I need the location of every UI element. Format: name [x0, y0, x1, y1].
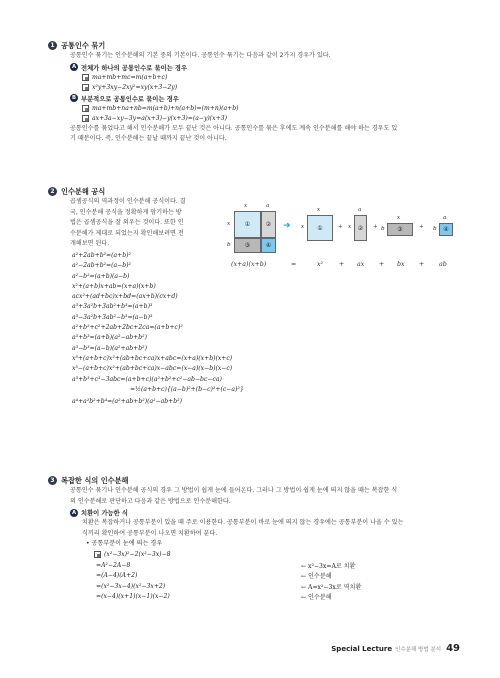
section-common-factor — [50, 40, 470, 145]
section-2-paragraph — [70, 197, 230, 250]
plus-sign: + — [373, 224, 378, 230]
bullet-item: • 공통부분이 눈에 띄는 경우 — [86, 540, 163, 548]
side-label-b: b — [227, 242, 231, 248]
section-1-title: 공통인수 묶기 — [61, 40, 106, 50]
term-ax: ax — [357, 261, 365, 268]
example-icon — [94, 551, 101, 558]
formula: a⁴+a²b²+b⁴=(a²+ab+b²)(a²−ab+b²) — [72, 398, 182, 406]
section-number-badge: 3 — [48, 476, 57, 485]
derivation-step — [96, 570, 470, 581]
page-footer — [331, 643, 460, 654]
plus-sign: + — [419, 261, 425, 268]
term-square-1: ① — [307, 215, 333, 241]
plus-sign: + — [339, 261, 345, 268]
step-expression: =A²−2A−8 — [96, 561, 131, 569]
formula-continued: =½(a+b+c){(a−b)²+(b−c)²+(c−a)²} — [130, 385, 244, 393]
example-icon — [82, 115, 89, 122]
step-note: ← 인수분해 — [301, 573, 332, 581]
subsection-a-heading — [70, 62, 470, 73]
derivation-step — [96, 591, 470, 602]
formula-list — [72, 251, 470, 407]
formula: x³+(a+b+c)x²+(ab+bc+ca)x+abc=(x+a)(x+b)(x+c) — [72, 354, 233, 362]
example-row — [82, 114, 470, 124]
area-model-diagram — [227, 203, 462, 271]
formula: a²+b²+c²+2ab+2bc+2ca=(a+b+c)² — [72, 324, 183, 332]
section-number-badge: 2 — [48, 187, 57, 196]
side-label-b: b — [381, 226, 385, 232]
example-icon — [82, 84, 89, 91]
side-label-b: b — [433, 226, 437, 232]
page-number: 49 — [446, 643, 460, 654]
derivation-step — [96, 581, 470, 592]
subsection-a-title: 전체가 하나의 공통인수로 묶이는 경우 — [81, 64, 188, 72]
section-complex-factoring — [50, 475, 470, 602]
paragraph-line: 법은 곱셈공식을 잘 외우는 것이다. 또한 인 — [70, 219, 184, 227]
section-1-heading — [50, 40, 470, 51]
section-1-note: 공통인수를 묶었다고 해서 인수분해가 모두 끝난 것은 아니다. 공통인수를 묶은 후에도 계속 인수분해를 해야 하는 경우도 있 — [70, 124, 398, 132]
term-square-3: ③ — [387, 223, 413, 236]
step-expression: =(x²−3x−4)(x²−3x+2) — [96, 582, 166, 590]
section-3-heading — [50, 475, 470, 486]
example-formula: x²y+3xy−2xy²=xy(x+3−2y) — [92, 84, 178, 92]
subsection-b-heading — [70, 93, 470, 104]
formula: x³−(a+b+c)x²+(ab+bc+ca)x−abc=(x−a)(x−b)(x−c) — [72, 365, 233, 373]
formula: x²+(a+b)x+ab=(x+a)(x+b) — [72, 282, 156, 290]
subsection-a-heading — [70, 507, 470, 518]
section-2-heading — [50, 186, 470, 197]
example-row — [82, 83, 470, 93]
formula: a³−b³=(a−b)(a²+ab+b²) — [72, 344, 147, 352]
section-3-paragraph: 공통인수 묶기나 인수분해 공식의 경우 그 방법이 쉽게 눈에 들어온다. 그러나 그 방법이 쉽게 눈에 띄지 않을 때는 복잡한 식 — [70, 487, 398, 494]
side-label-x: x — [348, 224, 352, 230]
example-icon — [82, 105, 89, 112]
example-formula: ma+mb+mc=m(a+b+c) — [92, 74, 168, 82]
step-note: ← A=x²−3x로 역치환 — [301, 583, 362, 591]
step-note: ← x²−3x=A로 치환 — [301, 562, 356, 570]
paragraph-line: 곱셈공식의 역과정이 인수분해 공식이다. 결 — [70, 198, 186, 205]
example-row — [82, 104, 470, 114]
term-square-4: ④ — [439, 223, 453, 236]
formula: a³+3a²b+3ab²+b³=(a+b)³ — [72, 303, 153, 311]
subsection-b-title: 부분적으로 공통인수로 묶이는 경우 — [81, 95, 179, 103]
step-expression: =(x−4)(x+1)(x−1)(x−2) — [96, 593, 170, 601]
term-square-2: ② — [354, 215, 367, 241]
area-square-1: ① — [234, 211, 261, 238]
term-bx: bx — [397, 261, 405, 268]
example-formula: (x²−3x)²−2(x²−3x)−8 — [104, 551, 171, 559]
example-row — [94, 550, 470, 560]
step-expression: =(A−4)(A+2) — [96, 572, 138, 580]
formula: acx²+(ad+bc)x+bd=(ax+b)(cx+d) — [72, 293, 178, 301]
section-1-note-cont: 기 때문이다. 즉, 인수분해는 끝날 때까지 끝난 것이 아니다. — [70, 135, 227, 143]
subsection-a-tag: A — [71, 64, 77, 71]
side-label-x: x — [301, 224, 305, 230]
plus-sign: + — [379, 261, 385, 268]
paragraph-line: 개해보면 된다. — [70, 240, 110, 248]
formula: a³+b³=(a+b)(a²−ab+b²) — [72, 334, 147, 342]
formula: a²−b²=(a+b)(a−b) — [72, 272, 130, 280]
section-1-intro: 공통인수 묶기는 인수분해의 기본 중의 기본이다. 공통인수 묶기는 다음과 같이 2가지 경우가 있다. — [70, 52, 331, 59]
subsection-a-paragraph-cont: 식끼리 확인하여 공통부분이 나오면 치환하여 푼다. — [82, 529, 218, 537]
section-number-badge: 1 — [48, 41, 57, 50]
paragraph-line: 수분해가 제대로 되었는지 확인해보려면 전 — [70, 229, 184, 237]
formula: a²+2ab+b²=(a+b)² — [72, 251, 131, 259]
side-label-x: x — [227, 221, 231, 227]
subsection-a-paragraph: 치환은 복잡하거나 공통부분이 있을 때 주로 이용한다. 공통부분이 바로 눈에 띄지 않는 경우에는 공통부분이 나올 수 있는 — [82, 519, 404, 527]
diagram-caption: (x+a)(x+b) — [231, 261, 267, 268]
term-ab: ab — [439, 261, 447, 268]
subsection-b-tag: B — [71, 95, 77, 102]
formula: a³−3a²b+3ab²−b³=(a−b)³ — [72, 313, 153, 321]
example-row — [82, 73, 470, 83]
subsection-a-tag: A — [71, 509, 77, 516]
example-formula: ma+mb+na+nb=m(a+b)+n(a+b)=(m+n)(a+b) — [92, 105, 239, 113]
side-label-a: a — [443, 215, 447, 221]
side-label-a: a — [266, 203, 270, 209]
section-2-title: 인수분해 공식 — [61, 186, 106, 196]
plus-sign: + — [338, 224, 343, 230]
example-formula: ax+3a−xy−3y=a(x+3)−y(x+3)=(a−y)(x+3) — [92, 115, 227, 123]
paragraph-line: 국, 인수분해 공식을 정확하게 암기하는 방 — [70, 208, 182, 216]
section-3-title: 복잡한 식의 인수분해 — [61, 475, 129, 485]
formula: a²−2ab+b²=(a−b)² — [72, 262, 131, 270]
derivation-step — [96, 560, 470, 571]
area-square-2: ② — [261, 211, 276, 238]
footer-subtitle: 인수분해 방법 분석 — [395, 647, 442, 653]
plus-sign: + — [419, 224, 424, 230]
term-x-squared: x² — [317, 261, 324, 268]
area-square-4: ④ — [261, 238, 276, 253]
side-label-a: a — [358, 207, 362, 213]
arrow-right-icon: ➜ — [283, 221, 291, 231]
footer-title: Special Lecture — [331, 645, 393, 653]
section-3-paragraph-cont: 의 인수분해로 판단하고 다음과 같은 방법으로 인수분해한다. — [70, 497, 231, 505]
step-note: ← 인수분해 — [301, 594, 332, 602]
subsection-a-title: 치환이 가능한 식 — [81, 510, 128, 518]
example-icon — [82, 74, 89, 81]
side-label-x: x — [317, 207, 321, 213]
side-label-x: x — [397, 215, 401, 221]
equals-sign: = — [291, 261, 297, 268]
side-label-x: x — [244, 203, 248, 209]
derivation-steps — [96, 560, 470, 602]
formula: a³+b³+c³−3abc=(a+b+c)(a²+b²+c²−ab−bc−ca) — [72, 375, 222, 383]
area-square-3: ③ — [234, 238, 261, 253]
